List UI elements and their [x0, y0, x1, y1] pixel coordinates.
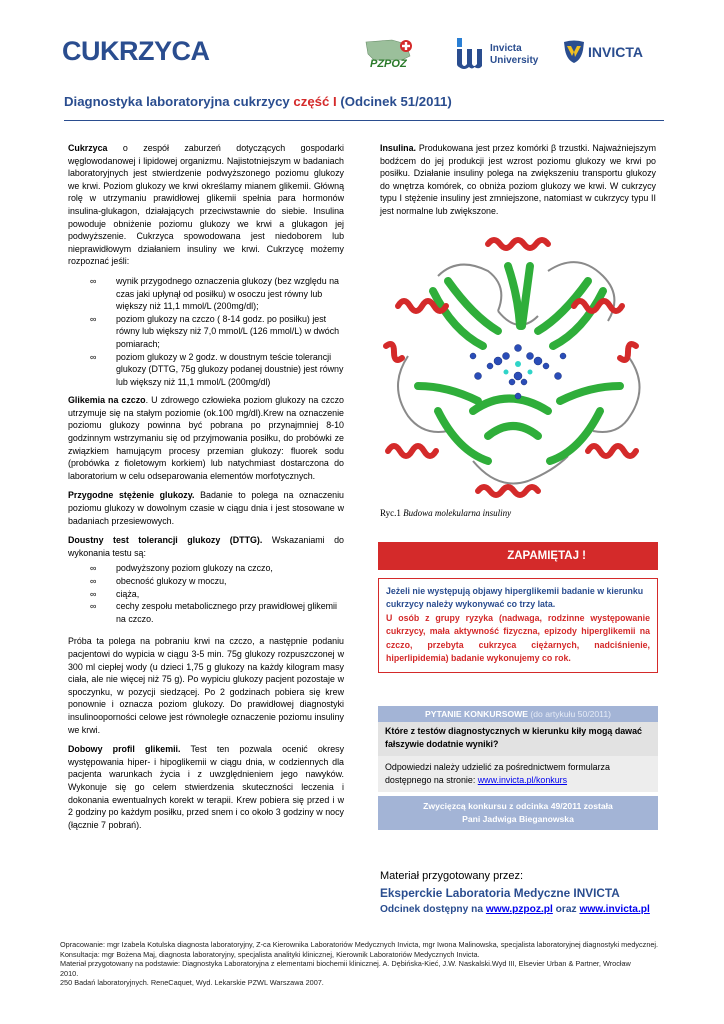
- list-item-text: cechy zespołu metabolicznego przy prawidłowej glikemii na czczo.: [116, 601, 337, 624]
- contest-heading-text: PYTANIE KONKURSOWE: [425, 709, 528, 719]
- paragraph-glikemia: [68, 394, 344, 482]
- remember-red-text: U osób z grupy ryzyka (nadwaga, rodzinne występowanie cukrzycy, mała aktywność fizyczna, epizody hiperglikemii na czczo, przebyta cukrzyca ciężarnych, nadciśnienie, hiperlipidemia) badanie wykonujemy co rok.: [386, 612, 650, 664]
- left-column: [68, 142, 344, 838]
- term-dobowy: Dobowy profil glikemii.: [68, 744, 181, 755]
- list-item: [68, 562, 344, 575]
- pzpoz-logo: [362, 36, 418, 72]
- invicta-logo-text: INVICTA: [588, 44, 643, 60]
- invicta-university-line2: University: [490, 55, 539, 66]
- diagnosis-criteria-list: [68, 275, 344, 388]
- paragraph-proba: Próba ta polega na pobraniu krwi na czczo, a następnie podaniu pacjentowi do wypicia w ciągu 3-5 min. 75g glukozy rozpuszczonej w 300 ml ciepłej wody (u dzieci 1,75 g glukozy na każdy kilogram masy ciała, ale nie więcej niż 75 g). Po wypiciu glukozy pacjent pozostaje w spoczynku, w pozycji siedzącej. Po 2 godzinach pobiera się krew ponownie i oznacza poziom glukozy. Do prawidłowej diagnostyki insulinooporności celowe jest równoległe oznaczenie poziomu insuliny we krwi.: [68, 636, 344, 735]
- bullet-icon: ∞: [90, 601, 97, 612]
- remember-blue-text: Jeżeli nie występują objawy hiperglikemii badanie w kierunku cukrzycy należy wykonywać co trzy lata.: [386, 586, 644, 610]
- paragraph-dttg: [68, 534, 344, 559]
- bullet-icon: ∞: [90, 588, 97, 599]
- footer-credits: [60, 940, 670, 988]
- text-insulina: Produkowana jest przez komórki β trzustki. Najważniejszym bodźcem do jej produkcji jest wzrost poziomu glukozy we krwi po posiłku. Działanie insuliny polega na zwiększeniu transportu glukozy do wnętrza komórek, co obniża poziom glukozy we krwi. W cukrzycy typu I stężenie insuliny jest zmniejszone, natomiast w cukrzycy typu II jest normalne lub zwiększone.: [380, 143, 656, 216]
- subtitle: [64, 94, 452, 109]
- invicta-logo: [563, 40, 663, 68]
- text-przygodne: Badanie to polega na oznaczeniu poziomu glukozy w dowolnym czasie w ciągu dnia i jest stosowane w badaniach przesiewowych.: [68, 490, 344, 526]
- term-cukrzyca: Cukrzyca: [68, 143, 108, 153]
- remember-heading-text: ZAPAMIĘTAJ !: [507, 550, 586, 562]
- bullet-icon: ∞: [90, 275, 97, 286]
- list-item-text: poziom glukozy w 2 godz. w doustnym teście tolerancji glukozy (DTTG, 75g glukozy podanej doustnie) jest równy lub większy niż 11,1 mmol/L (200mg/dl): [116, 351, 344, 387]
- term-glikemia: Glikemia na czczo: [68, 395, 146, 406]
- list-item-text: wynik przygodnego oznaczenia glukozy (bez względu na czas jaki upłynął od posiłku) w osoczu jest równy lub większy niż 11,1 mmol/L (200mg/dl);: [116, 275, 339, 312]
- text-dttg: Wskazaniami do wykonania testu są:: [68, 535, 344, 558]
- paragraph-cukrzyca: [68, 142, 344, 268]
- subtitle-part: część I: [293, 94, 337, 109]
- contest-heading: [378, 706, 658, 722]
- contest-answer: [378, 756, 658, 792]
- footer-line: Konsultacja: mgr Bożena Maj, diagnosta laboratoryjny, specjalista analityki klinicznej, Kierownik Laboratoriów Medycznych Invicta.: [60, 949, 480, 959]
- term-dttg: Doustny test tolerancji glukozy (DTTG).: [68, 535, 263, 546]
- footer-line: Materiał przygotowany na podstawie: Diagnostyka Laboratoryjna z elementami biochemii klinicznej. A. Dębińska-Kieć, J.W. Naskalski.Wyd III, Elsevier Urban & Partner, Wrocław: [60, 959, 631, 969]
- list-item: [68, 275, 344, 313]
- links-mid: oraz: [552, 904, 580, 915]
- winner-line2: Pani Jadwiga Bieganowska: [462, 814, 574, 825]
- prepared-links: [380, 904, 650, 915]
- invicta-university-logo: [455, 36, 545, 70]
- insulin-structure-figure: [378, 236, 660, 508]
- list-item: [68, 600, 344, 625]
- footer-line: Opracowanie: mgr Izabela Kotulska diagnosta laboratoryjny, Z-ca Kierownika Laboratoriów Medycznych Invicta, mgr Iwona Malinowska, specjalista laboratoryjnej diagnostyki medycznej.: [60, 940, 659, 949]
- subtitle-episode: (Odcinek 51/2011): [340, 94, 452, 109]
- footer-line: 250 Badań laboratoryjnych. ReneCaquet, Wyd. Lekarskie PZWL Warszawa 2007.: [60, 978, 324, 988]
- prepared-label: Materiał przygotowany przez:: [380, 870, 524, 882]
- invicta-university-line1: Invicta: [490, 43, 522, 54]
- pzpoz-link[interactable]: www.pzpoz.pl: [485, 904, 553, 915]
- page-title: CUKRZYCA: [62, 36, 210, 66]
- text-glikemia: . U zdrowego człowieka poziom glukozy na czczo utrzymuje się na stałym poziomie (ok.100 mg/dl).Krew na oznaczenie poziomu glukozy powinna być pobrana po przynajmniej 8-10 godzinnym wstrzymaniu się od przyjmowania posiłku, do probówki ze związkiem hamującym procesy przemian glukozy: fluorek sodu (probówka z fioletowym korkiem) lub natychmiast dostarczona do laboratorium w celu odseparowania elementów morfotycznych.: [68, 395, 344, 481]
- invicta-link[interactable]: www.invicta.pl: [579, 904, 650, 915]
- text-dobowy: Test ten pozwala ocenić okresy występowania hiper- i hipoglikemii w ciągu dnia, w codziennych dla pacjenta warunkach życia i z uwzględnieniem jego nawyków. Wykonuje się go celem stwierdzenia skuteczności leczenia i dokonania ewentualnych korekt w terapii. Krew pobiera się przed i w 2 godziny po każdym posiłku, przed snem i co około 3 godziny w nocy (łącznie 7 pobrań).: [68, 744, 345, 830]
- paragraph-przygodne: [68, 489, 344, 527]
- prepared-org: Eksperckie Laboratoria Medyczne INVICTA: [380, 886, 620, 900]
- title-divider: [64, 120, 664, 121]
- bullet-icon: ∞: [90, 351, 97, 362]
- caption-text: Budowa molekularna insuliny: [403, 508, 512, 518]
- footer-line: 2010.: [60, 968, 79, 978]
- list-item-text: podwyższony poziom glukozy na czczo,: [116, 563, 273, 574]
- invicta-university-emblem-icon: [455, 36, 489, 70]
- bullet-icon: ∞: [90, 313, 97, 324]
- list-item: [68, 351, 344, 389]
- contest-winner: [378, 796, 658, 830]
- term-insulina: Insulina.: [380, 143, 416, 153]
- dttg-indications-list: [68, 562, 344, 625]
- paragraph-insulina: [380, 142, 656, 218]
- remember-box: [378, 578, 658, 673]
- figure-caption: [380, 508, 511, 518]
- list-item: [68, 588, 344, 601]
- caption-prefix: Ryc.1: [380, 508, 404, 518]
- text-cukrzyca: o zespół zaburzeń dotyczących gospodarki węglowodanowej i lipidowej organizmu. Najistotniejszym w badaniach laboratoryjnych jest stwierdzenie podwyższonego poziomu glukozy we krwi. Poziom glukozy we krwi określamy mianem glikemii. Główną rolę w utrzymaniu prawidłowej glikemii spełnia para hormonów insulina-glukagon, działających przeciwstawnie do siebie. Insulina powoduje obniżenie poziomu glukozy we krwi a glukagon jej podwyższenie. Cukrzyca spowodowana jest niedoborem lub nieprawidłowym działaniem insuliny we krwi. Cukrzycę możemy rozpoznać jeśli:: [68, 143, 344, 267]
- bullet-icon: ∞: [90, 576, 97, 586]
- paragraph-dobowy: [68, 743, 344, 831]
- invicta-shield-icon: [563, 40, 585, 64]
- remember-heading: [378, 542, 658, 570]
- list-item-text: poziom glukozy na czczo ( 8-14 godz. po posiłku) jest równy lub większy niż 7,0 mmol/L (126 mmol/L) w dwóch pomiarach;: [116, 313, 340, 349]
- list-item: [68, 313, 344, 351]
- term-przygodne: Przygodne stężenie glukozy.: [68, 490, 195, 501]
- list-item-text: obecność glukozy w moczu,: [116, 576, 227, 586]
- contest-link[interactable]: www.invicta.pl/konkurs: [477, 775, 568, 786]
- right-column: [380, 142, 656, 225]
- winner-line1: Zwycięzcą konkursu z odcinka 49/2011 została: [423, 801, 613, 811]
- pzpoz-logo-text: PZPOZ: [370, 58, 407, 70]
- subtitle-main: Diagnostyka laboratoryjna cukrzycy: [64, 94, 290, 109]
- bullet-icon: ∞: [90, 563, 97, 574]
- contest-heading-note: (do artykułu 50/2011): [530, 709, 611, 719]
- list-item: [68, 575, 344, 588]
- insulin-molecule-image: [378, 236, 660, 508]
- list-item-text: ciąża,: [116, 588, 140, 599]
- contest-answer-text: Odpowiedzi należy udzielić za pośrednictwem formularza dostępnego na stronie:: [385, 762, 610, 786]
- contest-question: Które z testów diagnostycznych w kierunku kiły mogą dawać fałszywie dodatnie wyniki?: [378, 722, 658, 756]
- links-prefix: Odcinek dostępny na: [380, 904, 486, 915]
